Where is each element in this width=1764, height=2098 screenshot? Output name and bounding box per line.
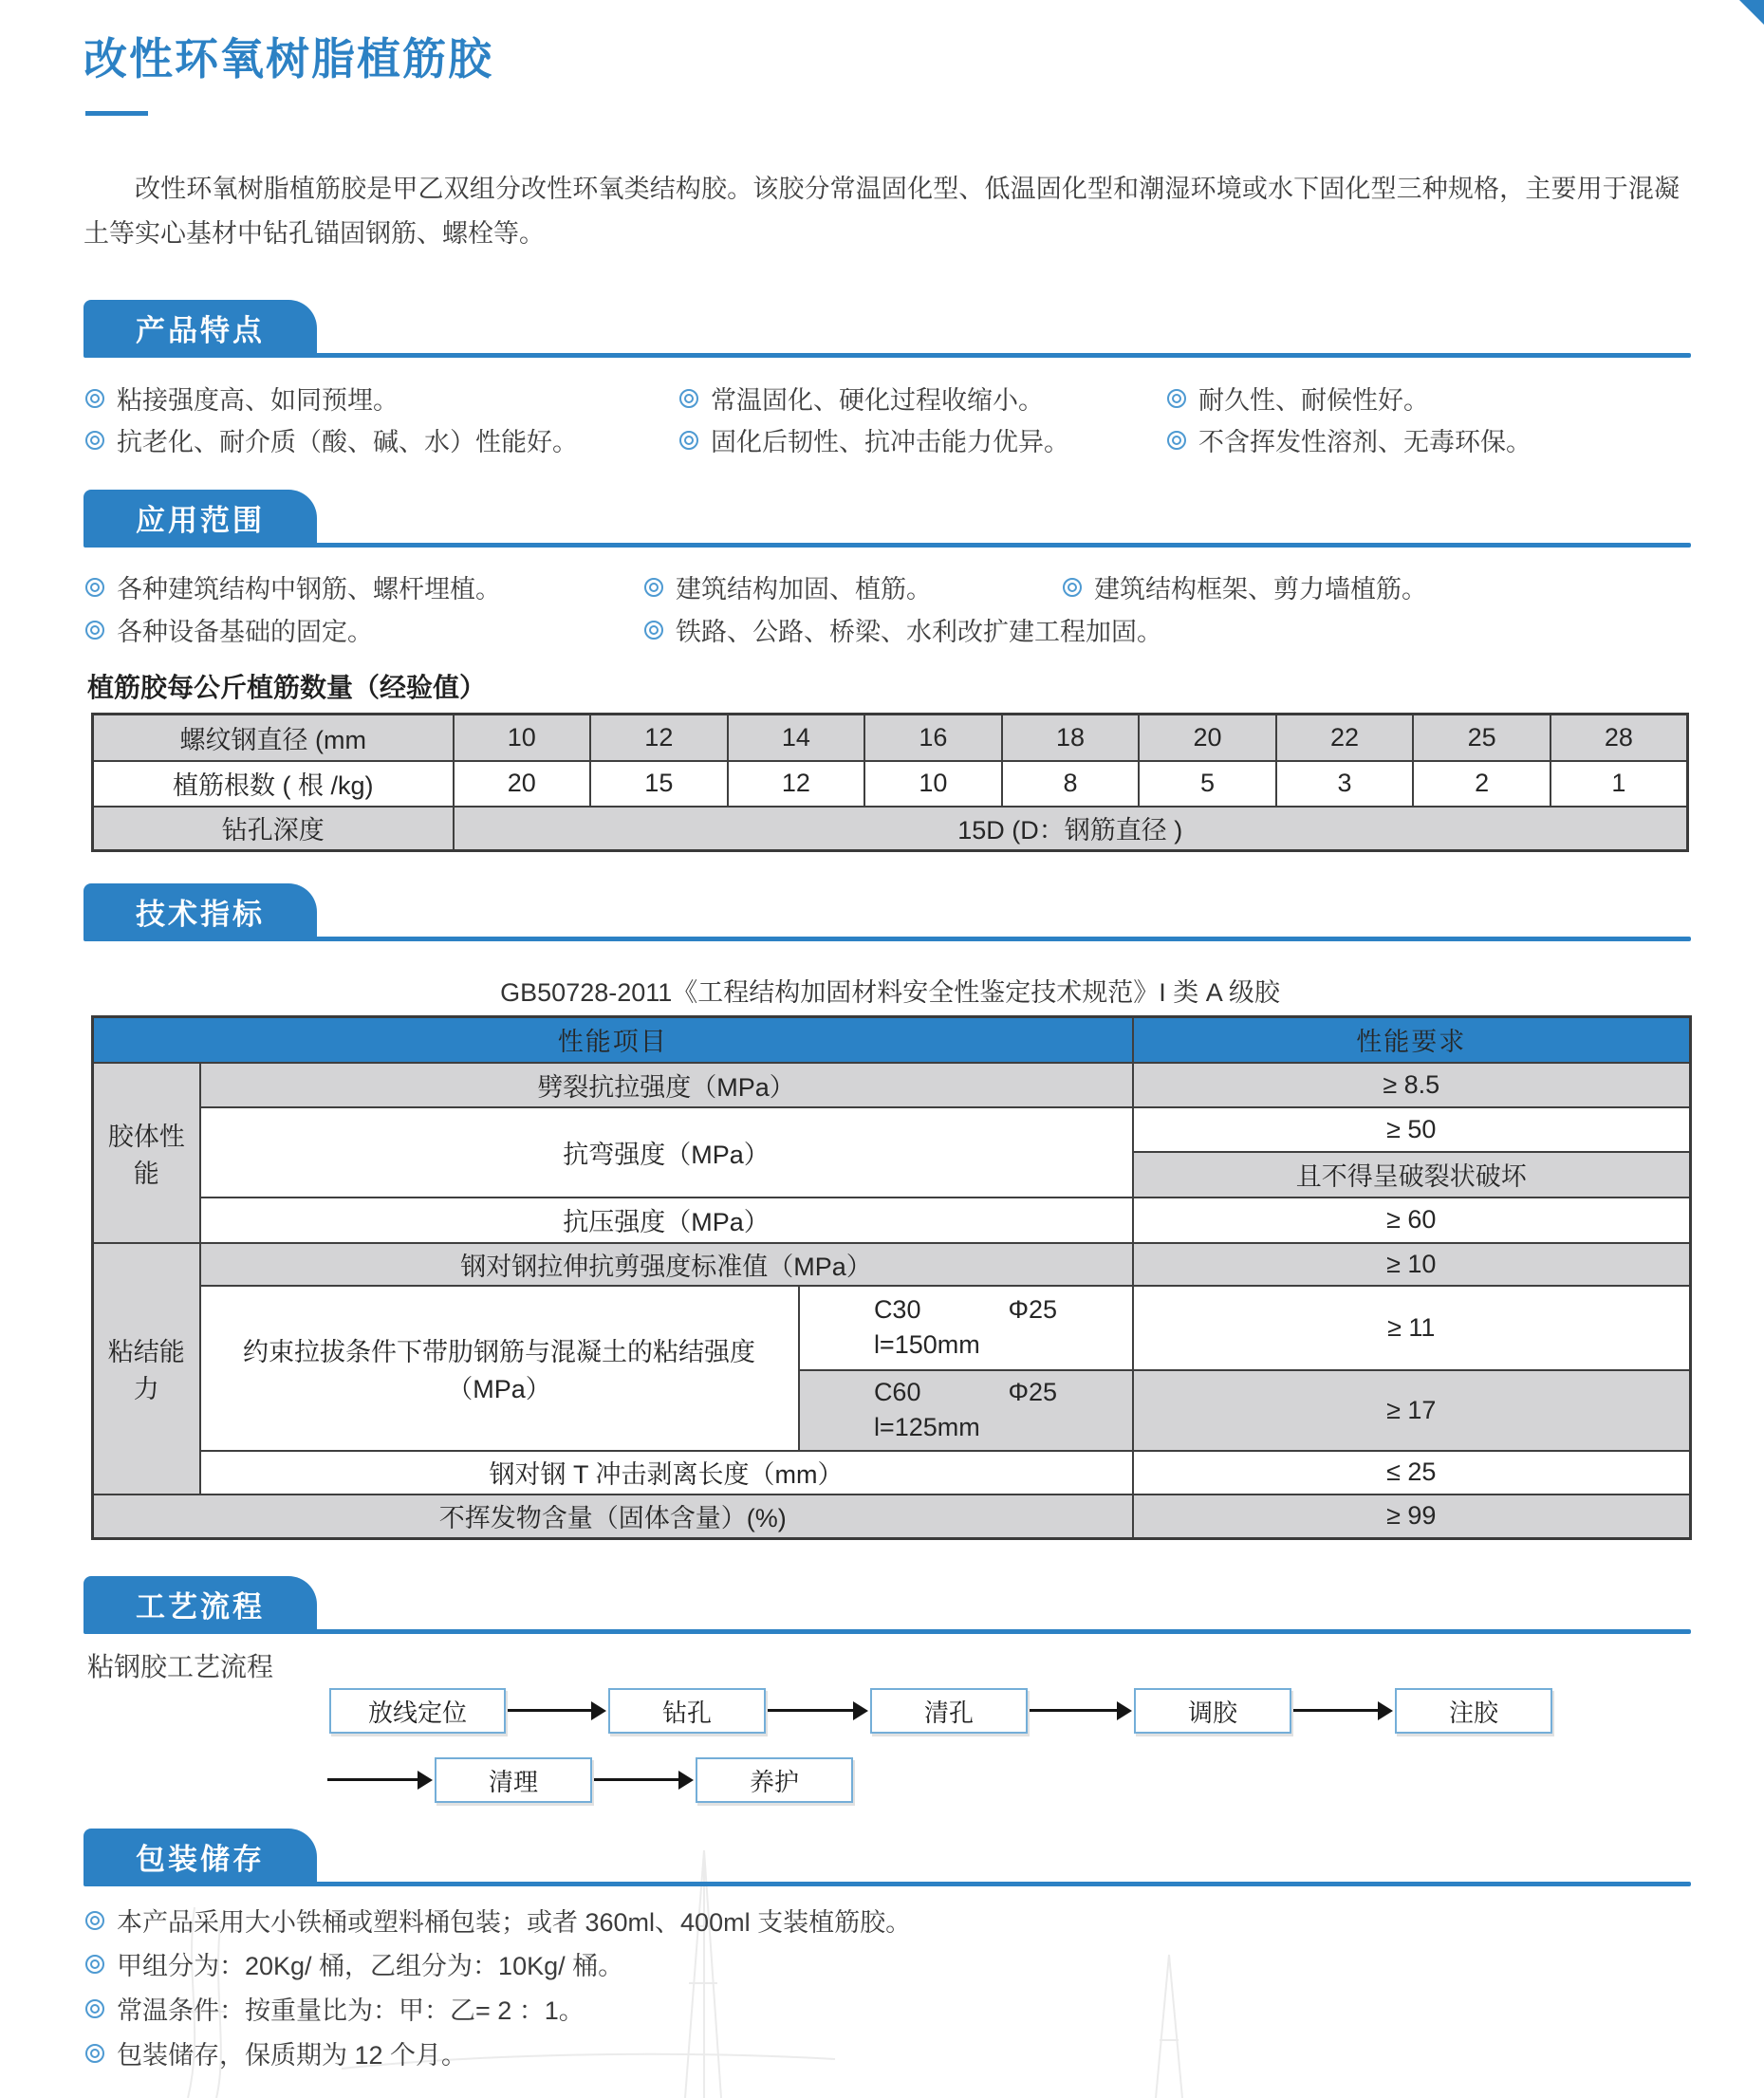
table-header-row <box>93 1017 1691 1063</box>
section-divider <box>84 1882 1691 1886</box>
table-row <box>93 807 1688 851</box>
property-label-line1: 约束拉拔条件下带肋钢筋与混凝土的粘结强度 <box>243 1337 755 1366</box>
count-cell: 10 <box>864 761 1002 807</box>
header-performance-requirement: 性能要求 <box>1133 1017 1691 1063</box>
count-cell: 5 <box>1139 761 1276 807</box>
feature-item <box>679 421 1069 458</box>
section-divider <box>84 353 1691 358</box>
application-item <box>85 611 373 648</box>
feature-item <box>1167 380 1429 417</box>
value-cell: ≥ 10 <box>1133 1243 1691 1286</box>
bullseye-icon <box>85 578 104 597</box>
property-cell: 劈裂抗拉强度（MPa） <box>200 1063 1133 1107</box>
count-cell: 1 <box>1550 761 1688 807</box>
property-cell <box>200 1286 799 1451</box>
header-performance-item: 性能项目 <box>93 1017 1133 1063</box>
bullseye-icon <box>644 621 663 640</box>
application-text: 各种建筑结构中钢筋、螺杆埋植。 <box>117 575 501 603</box>
table-row <box>93 1451 1691 1495</box>
table-row <box>93 761 1688 807</box>
bullseye-icon <box>85 389 104 408</box>
row-label-cell: 钻孔深度 <box>93 807 454 851</box>
count-cell: 2 <box>1413 761 1550 807</box>
bullseye-icon <box>679 389 698 408</box>
drill-depth-cell: 15D (D：钢筋直径 ) <box>454 807 1688 851</box>
section-tab-process <box>84 1576 317 1631</box>
feature-item <box>679 380 1044 417</box>
bullseye-icon <box>644 578 663 597</box>
spec-c30 <box>874 1295 1057 1360</box>
diameter-cell: 10 <box>454 715 591 761</box>
bullseye-icon <box>85 1911 104 1930</box>
section-divider <box>84 937 1691 941</box>
value-cell: 且不得呈破裂状破坏 <box>1133 1152 1691 1198</box>
application-text: 建筑结构框架、剪力墙植筋。 <box>1094 575 1427 603</box>
table-row <box>93 1243 1691 1286</box>
concrete-grade: C60 <box>873 1378 921 1406</box>
spec-cell <box>799 1370 1133 1451</box>
section-header-process <box>84 1577 1691 1634</box>
value-cell: ≥ 50 <box>1133 1107 1691 1152</box>
bullseye-icon <box>1167 389 1186 408</box>
feature-text: 耐久性、耐候性好。 <box>1198 386 1429 415</box>
bullseye-icon <box>85 431 104 450</box>
table-row <box>93 1063 1691 1107</box>
count-cell: 12 <box>728 761 865 807</box>
section-divider <box>84 1629 1691 1634</box>
flow-step-curing: 养护 <box>696 1757 853 1803</box>
flow-step-clean-hole: 清孔 <box>870 1688 1028 1734</box>
bullseye-icon <box>85 2044 104 2063</box>
rebar-spec: Φ25 <box>1008 1378 1058 1406</box>
bullseye-icon <box>1063 578 1082 597</box>
feature-text: 抗老化、耐介质（酸、碱、水）性能好。 <box>117 428 578 456</box>
section-header-features <box>84 301 1691 358</box>
diameter-cell: 18 <box>1002 715 1140 761</box>
feature-text: 粘接强度高、如同预埋。 <box>117 386 399 415</box>
rebar-spec: Φ25 <box>1008 1295 1058 1324</box>
section-heading-label: 包装储存 <box>136 1842 265 1876</box>
value-cell: ≥ 99 <box>1133 1495 1691 1539</box>
section-divider <box>84 543 1691 548</box>
flow-step-inject-glue: 注胶 <box>1395 1688 1552 1734</box>
value-cell: ≥ 8.5 <box>1133 1063 1691 1107</box>
group-cell-body-performance: 胶体性能 <box>93 1063 200 1243</box>
bullseye-icon <box>85 621 104 640</box>
row-label-cell: 植筋根数 ( 根 /kg) <box>93 761 454 807</box>
rebar-count-table <box>91 713 1689 852</box>
application-text: 铁路、公路、桥梁、水利改扩建工程加固。 <box>676 618 1162 646</box>
diameter-cell: 20 <box>1139 715 1276 761</box>
count-cell: 3 <box>1276 761 1414 807</box>
value-cell: ≥ 11 <box>1133 1286 1691 1370</box>
packaging-item <box>85 1902 911 1939</box>
table-row <box>93 1495 1691 1539</box>
application-item <box>85 568 501 605</box>
section-tab-features <box>84 300 317 355</box>
packaging-item <box>85 1990 585 2027</box>
table-row <box>93 1198 1691 1243</box>
intro-paragraph: 改性环氧树脂植筋胶是甲乙双组分改性环氧类结构胶。该胶分常温固化型、低温固化型和潮湿环境或水下固化型三种规格，主要用于混凝土等实心基材中钻孔锚固钢筋、螺栓等。 <box>84 175 1680 248</box>
arrow-right-icon <box>1030 1709 1117 1712</box>
spec-cell <box>799 1286 1133 1370</box>
flow-step-drill: 钻孔 <box>608 1688 766 1734</box>
packaging-item <box>85 2034 467 2071</box>
bullseye-icon <box>1167 431 1186 450</box>
section-tab-packaging <box>84 1829 317 1884</box>
feature-item <box>1167 421 1532 458</box>
page-title: 改性环氧树脂植筋胶 <box>84 34 493 84</box>
anchor-length: l=150mm <box>873 1330 980 1359</box>
title-underline <box>85 111 148 116</box>
flow-step-layout: 放线定位 <box>329 1688 506 1734</box>
value-cell: ≥ 17 <box>1133 1370 1691 1451</box>
application-item <box>644 568 932 605</box>
property-label-line2: （MPa） <box>447 1374 551 1403</box>
packaging-text: 常温条件：按重量比为：甲：乙= 2 ：1。 <box>117 1996 585 2025</box>
arrow-right-icon <box>327 1778 418 1781</box>
count-cell: 8 <box>1002 761 1140 807</box>
property-cell: 抗压强度（MPa） <box>200 1198 1133 1243</box>
table-row <box>93 1286 1691 1370</box>
row-label-cell: 螺纹钢直径 (mm <box>93 715 454 761</box>
property-cell: 抗弯强度（MPa） <box>200 1107 1133 1198</box>
property-cell: 不挥发物含量（固体含量）(%) <box>93 1495 1133 1539</box>
section-tab-tech <box>84 883 317 938</box>
feature-item <box>85 380 399 417</box>
diameter-cell: 14 <box>728 715 865 761</box>
diameter-cell: 25 <box>1413 715 1550 761</box>
page-corner-decoration <box>1739 0 1764 25</box>
section-header-applications <box>84 491 1691 548</box>
bullseye-icon <box>85 1999 104 2018</box>
count-cell: 15 <box>590 761 728 807</box>
arrow-right-icon <box>768 1709 853 1712</box>
bullseye-icon <box>679 431 698 450</box>
diameter-cell: 28 <box>1550 715 1688 761</box>
anchor-length: l=125mm <box>873 1413 980 1441</box>
section-heading-label: 应用范围 <box>136 503 265 537</box>
packaging-text: 包装储存，保质期为 12 个月。 <box>117 2041 468 2070</box>
packaging-item <box>85 1945 623 1982</box>
application-item <box>1063 568 1427 605</box>
arrow-right-icon <box>594 1778 678 1781</box>
section-heading-label: 工艺流程 <box>136 1589 265 1624</box>
concrete-grade: C30 <box>873 1295 921 1324</box>
feature-item <box>85 421 578 458</box>
section-heading-label: 产品特点 <box>136 313 265 347</box>
arrow-right-icon <box>1293 1709 1378 1712</box>
table-row <box>93 715 1688 761</box>
feature-text: 常温固化、硬化过程收缩小。 <box>711 386 1044 415</box>
group-cell-bond-capacity: 粘结能力 <box>93 1243 200 1495</box>
property-cell: 钢对钢拉伸抗剪强度标准值（MPa） <box>200 1243 1133 1286</box>
feature-text: 固化后韧性、抗冲击能力优异。 <box>711 428 1069 456</box>
count-cell: 20 <box>454 761 591 807</box>
arrow-right-icon <box>508 1709 591 1712</box>
section-header-packaging <box>84 1829 1691 1886</box>
section-header-tech <box>84 884 1691 941</box>
bullseye-icon <box>85 1955 104 1974</box>
section-heading-label: 技术指标 <box>136 897 265 931</box>
flow-step-cleanup: 清理 <box>435 1757 592 1803</box>
property-cell: 钢对钢 T 冲击剥离长度（mm） <box>200 1451 1133 1495</box>
spec-c60 <box>874 1378 1057 1442</box>
packaging-text: 本产品采用大小铁桶或塑料桶包装；或者 360ml、400ml 支装植筋胶。 <box>117 1908 912 1937</box>
rebar-table-title: 植筋胶每公斤植筋数量（经验值） <box>87 673 487 702</box>
application-item <box>644 611 1162 648</box>
value-cell: ≥ 60 <box>1133 1198 1691 1243</box>
process-flow-label: 粘钢胶工艺流程 <box>87 1652 274 1681</box>
tech-spec-table <box>91 1015 1692 1540</box>
application-text: 建筑结构加固、植筋。 <box>676 575 932 603</box>
flow-step-mix-glue: 调胶 <box>1134 1688 1291 1734</box>
feature-text: 不含挥发性溶剂、无毒环保。 <box>1198 428 1532 456</box>
standard-reference: GB50728-2011《工程结构加固材料安全性鉴定技术规范》I 类 A 级胶 <box>500 978 1280 1007</box>
diameter-cell: 12 <box>590 715 728 761</box>
value-cell: ≤ 25 <box>1133 1451 1691 1495</box>
application-text: 各种设备基础的固定。 <box>117 618 373 646</box>
diameter-cell: 22 <box>1276 715 1414 761</box>
diameter-cell: 16 <box>864 715 1002 761</box>
packaging-text: 甲组分为：20Kg/ 桶，乙组分为：10Kg/ 桶。 <box>117 1952 624 1980</box>
section-tab-applications <box>84 490 317 545</box>
table-row <box>93 1107 1691 1152</box>
